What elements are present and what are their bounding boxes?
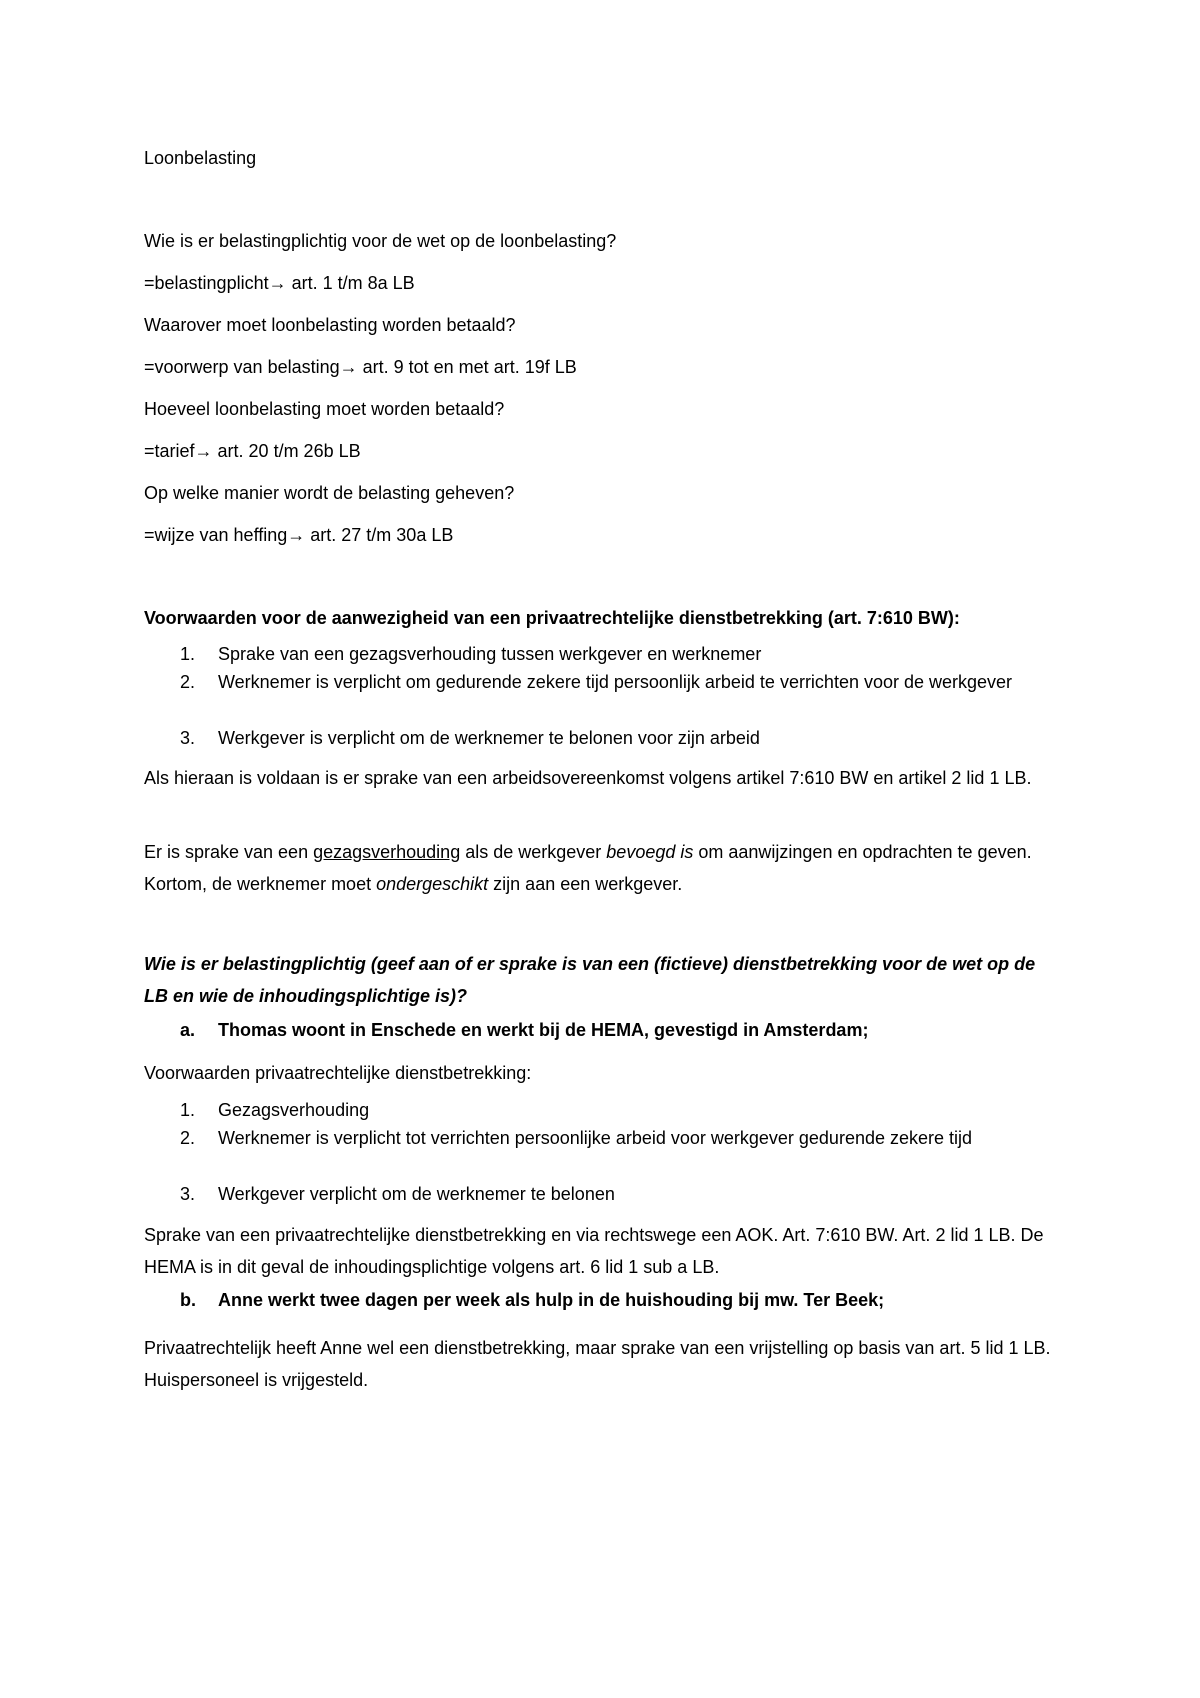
- list-item: Werknemer is verplicht tot verrichten persoonlijke arbeid voor werkgever gedurende zekere tijd: [218, 1128, 973, 1148]
- arrow-icon: →: [287, 525, 306, 545]
- conditions-conclusion: Als hieraan is voldaan is er sprake van een arbeidsovereenkomst volgens artikel 7:610 BW en artikel 2 lid 1 LB.: [144, 768, 1032, 788]
- subquestion-label-b: b.: [180, 1290, 196, 1310]
- answer-1: =belastingplicht→ art. 1 t/m 8a LB: [144, 273, 415, 293]
- list-item: Gezagsverhouding: [218, 1100, 370, 1120]
- arrow-icon: →: [194, 441, 213, 461]
- list-number: 1.: [180, 1100, 196, 1120]
- answer-b: Privaatrechtelijk heeft Anne wel een dienstbetrekking, maar sprake van een vrijstelling op basis van art. 5 lid 1 LB. Huispersoneel is vrijgesteld.: [144, 1338, 1051, 1390]
- conditions-heading: Voorwaarden voor de aanwezigheid van een privaatrechtelijke dienstbetrekking (art. 7:610 BW):: [144, 608, 960, 628]
- list-item: Werkgever verplicht om de werknemer te belonen: [218, 1184, 615, 1204]
- question-3: Hoeveel loonbelasting moet worden betaald?: [144, 399, 505, 419]
- exercise-question: Wie is er belastingplichtig (geef aan of er sprake is van een (fictieve) dienstbetrekking voor de wet op de LB en wie de inhoudingsplichtige is)?: [144, 954, 1036, 1006]
- subquestion-b: Anne werkt twee dagen per week als hulp in de huishouding bij mw. Ter Beek;: [218, 1290, 885, 1310]
- list-number: 1.: [180, 644, 196, 664]
- subquestion-label-a: a.: [180, 1020, 196, 1040]
- question-1: Wie is er belastingplichtig voor de wet op de loonbelasting?: [144, 231, 617, 251]
- list-item: Sprake van een gezagsverhouding tussen werkgever en werknemer: [218, 644, 762, 664]
- arrow-icon: →: [268, 273, 287, 293]
- question-4: Op welke manier wordt de belasting geheven?: [144, 483, 515, 503]
- question-2: Waarover moet loonbelasting worden betaald?: [144, 315, 516, 335]
- gezag-paragraph: Er is sprake van een gezagsverhouding als de werkgever bevoegd is om aanwijzingen en opdrachten te geven. Kortom, de werknemer moet ondergeschikt zijn aan een werkgever.: [144, 842, 1032, 894]
- list-number: 2.: [180, 1128, 196, 1148]
- list-number: 3.: [180, 728, 196, 748]
- list-item: Werkgever is verplicht om de werknemer te belonen voor zijn arbeid: [218, 728, 760, 748]
- list-number: 3.: [180, 1184, 196, 1204]
- answer-a: Sprake van een privaatrechtelijke dienstbetrekking en via rechtswege een AOK. Art. 7:610 BW. Art. 2 lid 1 LB. De HEMA is in dit geval de inhoudingsplichtige volgens art. 6 lid 1 sub a LB.: [144, 1225, 1044, 1277]
- document-title: Loonbelasting: [144, 148, 257, 168]
- subquestion-a: Thomas woont in Enschede en werkt bij de HEMA, gevestigd in Amsterdam;: [218, 1020, 869, 1040]
- arrow-icon: →: [339, 357, 358, 377]
- list-number: 2.: [180, 672, 196, 692]
- list-item: Werknemer is verplicht om gedurende zekere tijd persoonlijk arbeid te verrichten voor de werkgever: [218, 672, 1013, 692]
- answer-4: =wijze van heffing→ art. 27 t/m 30a LB: [144, 525, 454, 545]
- answer-3: =tarief→ art. 20 t/m 26b LB: [144, 441, 361, 461]
- answer-2: =voorwerp van belasting→ art. 9 tot en met art. 19f LB: [144, 357, 577, 377]
- conditions-intro: Voorwaarden privaatrechtelijke dienstbetrekking:: [144, 1063, 532, 1083]
